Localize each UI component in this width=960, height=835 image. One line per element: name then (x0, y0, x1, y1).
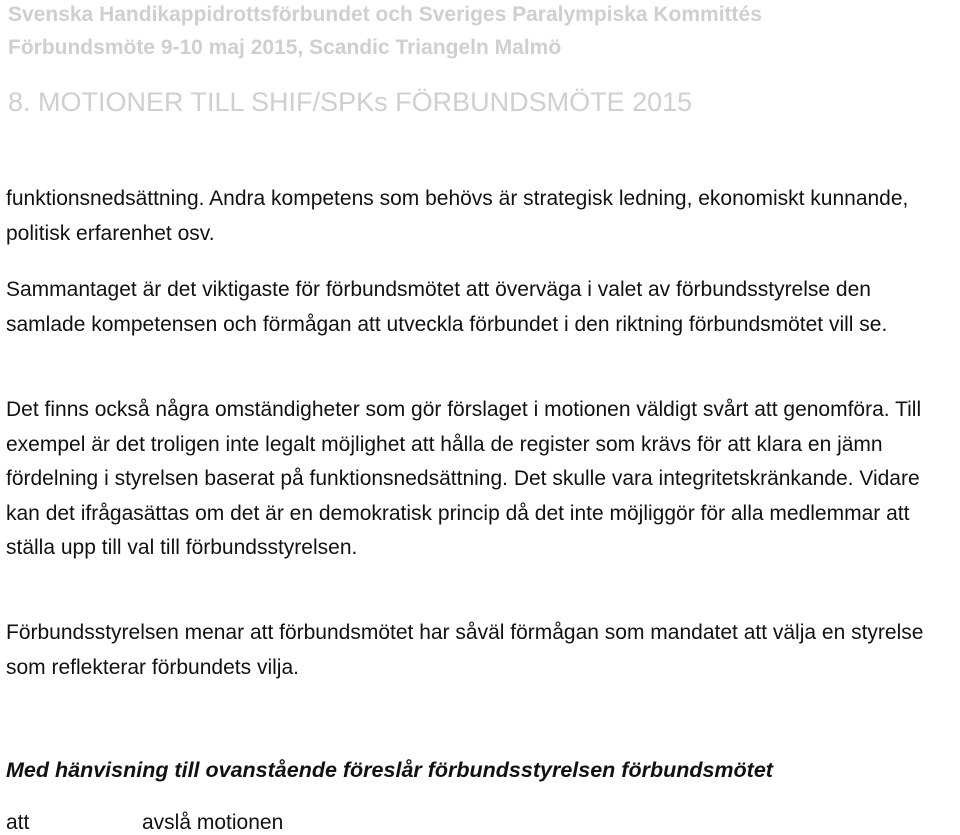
paragraph-circumstances: Det finns också några omständigheter som gör förslaget i motionen väldigt svårt att genomföra. Till exempel är det troligen inte legalt möjlighet att hålla de register som krävs för att klara en jämn fördelning i styrelsen baserat på funktionsnedsättning. Det skulle vara integritetskränkande. Vidare kan det ifrågasättas om det är en demokratisk princip då det inte möjliggör för alla medlemmar att ställa upp till val till förbundsstyrelsen. (6, 398, 922, 559)
paragraph-competence: funktionsnedsättning. Andra kompetens som behövs är strategisk ledning, ekonomiskt kunnande, politisk erfarenhet osv. (6, 187, 909, 245)
header-meeting: Förbundsmöte 9-10 maj 2015, Scandic Triangeln Malmö (8, 36, 562, 59)
decision-att: att (6, 811, 30, 834)
paragraph-summary: Sammantaget är det viktigaste för förbundsmötet att överväga i valet av förbundsstyrelse den samlade kompetensen och förmågan att utveckla förbundet i den riktning förbundsmötet vill se. (6, 278, 888, 336)
decision-text: avslå motionen (142, 811, 284, 834)
conclusion-heading: Med hänvisning till ovanstående föreslår förbundsstyrelsen förbundsmötet (6, 758, 773, 782)
paragraph-board-opinion: Förbundsstyrelsen menar att förbundsmötet har såväl förmågan som mandatet att välja en styrelse som reflekterar förbundets vilja. (6, 621, 924, 679)
header-organization: Svenska Handikappidrottsförbundet och Sveriges Paralympiska Kommittés (8, 3, 762, 26)
section-title: 8. MOTIONER TILL SHIF/SPKs FÖRBUNDSMÖTE 2015 (8, 87, 693, 117)
